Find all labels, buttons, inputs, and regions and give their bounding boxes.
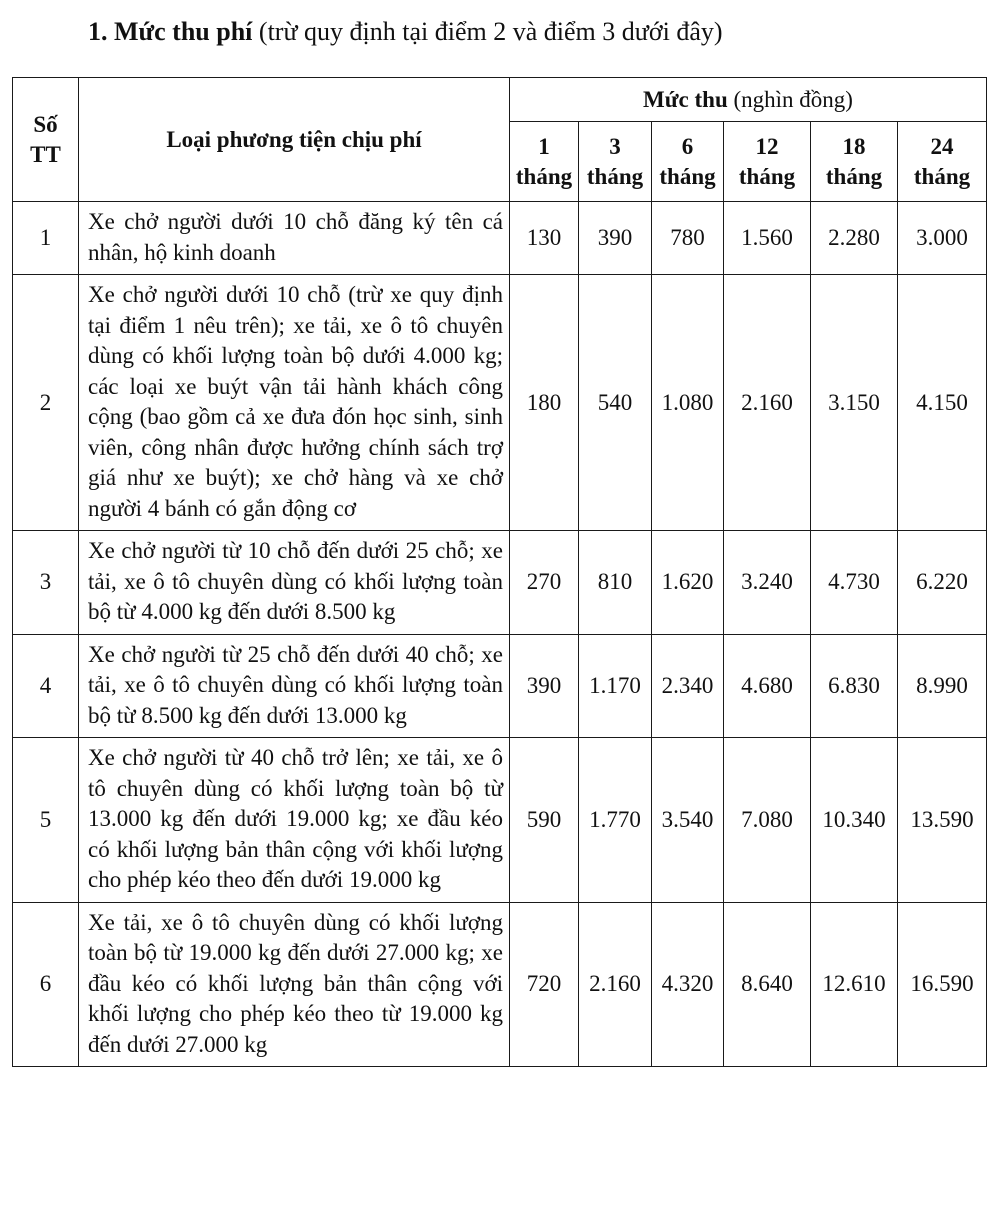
header-vehicle-type: Loại phương tiện chịu phí <box>79 78 510 202</box>
fee-cell: 4.320 <box>652 902 724 1067</box>
section-heading <box>88 12 723 52</box>
header-period <box>652 122 724 202</box>
period-unit: tháng <box>586 163 644 189</box>
fee-cell: 1.770 <box>579 738 652 903</box>
fee-cell: 12.610 <box>811 902 898 1067</box>
row-vehicle-desc: Xe tải, xe ô tô chuyên dùng có khối lượng toàn bộ từ 19.000 kg đến dưới 27.000 kg; xe đầu kéo có khối lượng bản thân cộng với khối lượng cho phép kéo theo từ 19.000 kg đến dưới 27.000 kg <box>79 902 510 1067</box>
period-number: 1 <box>538 133 550 159</box>
fee-cell: 8.990 <box>898 634 987 738</box>
header-period <box>510 122 579 202</box>
fee-cell: 1.620 <box>652 531 724 635</box>
header-row-top <box>13 78 987 122</box>
fee-cell: 780 <box>652 202 724 275</box>
header-rate <box>510 78 987 122</box>
period-unit: tháng <box>659 163 716 189</box>
fee-table <box>12 77 987 1067</box>
fee-cell: 720 <box>510 902 579 1067</box>
period-unit: tháng <box>515 163 573 189</box>
period-number: 24 <box>930 133 954 159</box>
period-number: 6 <box>681 133 694 159</box>
header-stt-line2: TT <box>30 141 61 167</box>
fee-cell: 2.160 <box>579 902 652 1067</box>
fee-cell: 1.170 <box>579 634 652 738</box>
header-period <box>724 122 811 202</box>
period-number: 12 <box>755 133 779 159</box>
fee-cell: 590 <box>510 738 579 903</box>
table-row <box>13 202 987 275</box>
fee-cell: 810 <box>579 531 652 635</box>
fee-cell: 130 <box>510 202 579 275</box>
fee-cell: 4.680 <box>724 634 811 738</box>
fee-cell: 10.340 <box>811 738 898 903</box>
row-stt: 4 <box>13 634 79 738</box>
header-rate-label: Mức thu <box>643 86 728 112</box>
period-number: 18 <box>842 133 866 159</box>
table-row <box>13 531 987 635</box>
fee-cell: 180 <box>510 275 579 531</box>
fee-cell: 16.590 <box>898 902 987 1067</box>
header-period <box>898 122 987 202</box>
row-stt: 3 <box>13 531 79 635</box>
header-rate-unit: (nghìn đồng) <box>727 86 853 112</box>
fee-cell: 2.160 <box>724 275 811 531</box>
fee-cell: 1.560 <box>724 202 811 275</box>
row-vehicle-desc: Xe chở người từ 25 chỗ đến dưới 40 chỗ; xe tải, xe ô tô chuyên dùng có khối lượng toàn bộ từ 8.500 kg đến dưới 13.000 kg <box>79 634 510 738</box>
fee-cell: 4.730 <box>811 531 898 635</box>
section-heading-note: (trừ quy định tại điểm 2 và điểm 3 dưới đây) <box>252 17 723 46</box>
row-stt: 2 <box>13 275 79 531</box>
section-heading-bold: 1. Mức thu phí <box>88 17 253 46</box>
period-unit: tháng <box>738 163 796 189</box>
header-stt <box>13 78 79 202</box>
fee-cell: 4.150 <box>898 275 987 531</box>
fee-cell: 6.220 <box>898 531 987 635</box>
fee-cell: 8.640 <box>724 902 811 1067</box>
fee-cell: 3.000 <box>898 202 987 275</box>
fee-cell: 540 <box>579 275 652 531</box>
fee-cell: 3.540 <box>652 738 724 903</box>
period-unit: tháng <box>825 163 883 189</box>
row-vehicle-desc: Xe chở người dưới 10 chỗ (trừ xe quy định tại điểm 1 nêu trên); xe tải, xe ô tô chuyên dùng có khối lượng toàn bộ dưới 4.000 kg; các loại xe buýt vận tải hành khách công cộng (bao gồm cả xe đưa đón học sinh, sinh viên, công nhân được hưởng chính sách trợ giá như xe buýt); xe chở hàng và xe chở người 4 bánh có gắn động cơ <box>79 275 510 531</box>
fee-cell: 2.280 <box>811 202 898 275</box>
row-stt: 6 <box>13 902 79 1067</box>
header-period <box>579 122 652 202</box>
row-vehicle-desc: Xe chở người từ 40 chỗ trở lên; xe tải, xe ô tô chuyên dùng có khối lượng toàn bộ từ 13.000 kg đến dưới 19.000 kg; xe đầu kéo có khối lượng bản thân cộng với khối lượng cho phép kéo theo đến dưới 19.000 kg <box>79 738 510 903</box>
table-row <box>13 275 987 531</box>
period-unit: tháng <box>913 163 971 189</box>
fee-cell: 7.080 <box>724 738 811 903</box>
period-number: 3 <box>609 133 621 159</box>
fee-cell: 390 <box>579 202 652 275</box>
fee-cell: 13.590 <box>898 738 987 903</box>
fee-cell: 2.340 <box>652 634 724 738</box>
fee-cell: 270 <box>510 531 579 635</box>
header-period <box>811 122 898 202</box>
fee-cell: 390 <box>510 634 579 738</box>
fee-cell: 3.150 <box>811 275 898 531</box>
row-stt: 5 <box>13 738 79 903</box>
row-vehicle-desc: Xe chở người dưới 10 chỗ đăng ký tên cá nhân, hộ kinh doanh <box>79 202 510 275</box>
row-stt: 1 <box>13 202 79 275</box>
row-vehicle-desc: Xe chở người từ 10 chỗ đến dưới 25 chỗ; xe tải, xe ô tô chuyên dùng có khối lượng toàn bộ từ 4.000 kg đến dưới 8.500 kg <box>79 531 510 635</box>
fee-cell: 3.240 <box>724 531 811 635</box>
table-row <box>13 738 987 903</box>
table-row <box>13 634 987 738</box>
table-row <box>13 902 987 1067</box>
header-stt-line1: Số <box>33 111 58 137</box>
fee-cell: 6.830 <box>811 634 898 738</box>
fee-cell: 1.080 <box>652 275 724 531</box>
